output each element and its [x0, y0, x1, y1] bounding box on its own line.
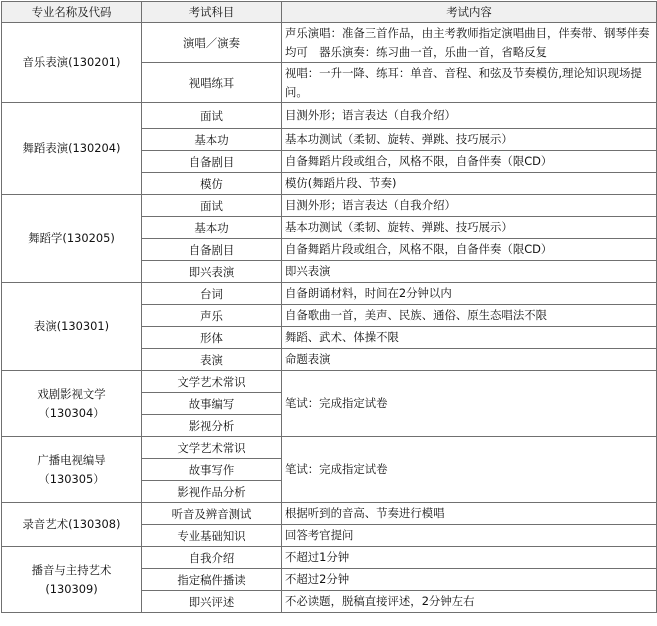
subject-cell: 台词	[142, 283, 282, 305]
content-cell: 自备舞蹈片段或组合，风格不限，自备伴奏（限CD）	[282, 239, 657, 261]
content-cell: 目测外形；语言表达（自我介绍）	[282, 195, 657, 217]
content-cell: 笔试：完成指定试卷	[282, 371, 657, 437]
table-body	[2, 23, 657, 613]
subject-cell: 视唱练耳	[142, 63, 282, 103]
subject-cell: 面试	[142, 195, 282, 217]
major-name-line: 音乐表演(130201)	[22, 55, 121, 69]
subject-cell: 影视分析	[142, 415, 282, 437]
subject-cell: 即兴表演	[142, 261, 282, 283]
major-name-line: 表演(130301)	[33, 319, 110, 333]
major-name-line: （130304）	[38, 405, 105, 420]
subject-cell: 模仿	[142, 173, 282, 195]
table-row	[2, 371, 657, 393]
content-cell: 命题表演	[282, 349, 657, 371]
major-name-line: （130305）	[38, 471, 105, 486]
content-cell: 根据听到的音高、节奏进行模唱	[282, 503, 657, 525]
subject-cell: 故事编写	[142, 393, 282, 415]
subject-cell: 面试	[142, 103, 282, 129]
subject-cell: 自备剧目	[142, 151, 282, 173]
major-name-cell	[2, 437, 142, 503]
header-content: 考试内容	[282, 2, 657, 23]
major-name-cell	[2, 23, 142, 103]
major-name-cell	[2, 503, 142, 547]
content-cell: 不超过1分钟	[282, 547, 657, 569]
content-cell: 基本功测试（柔韧、旋转、弹跳、技巧展示）	[282, 217, 657, 239]
major-name-line: 舞蹈学(130205)	[28, 231, 115, 245]
major-name-cell	[2, 195, 142, 283]
subject-cell: 指定稿件播读	[142, 569, 282, 591]
content-cell: 自备舞蹈片段或组合，风格不限，自备伴奏（限CD）	[282, 151, 657, 173]
content-cell: 即兴表演	[282, 261, 657, 283]
subject-cell: 基本功	[142, 217, 282, 239]
major-name-line: 录音艺术(130308)	[22, 517, 121, 531]
content-cell: 不超过2分钟	[282, 569, 657, 591]
header-major: 专业名称及代码	[2, 2, 142, 23]
subject-cell: 表演	[142, 349, 282, 371]
major-name-cell	[2, 547, 142, 613]
table-row	[2, 503, 657, 525]
subject-cell: 文学艺术常识	[142, 371, 282, 393]
subject-cell: 影视作品分析	[142, 481, 282, 503]
major-name-line: 广播电视编导	[37, 452, 106, 467]
content-cell: 不必读题，脱稿直接评述，2分钟左右	[282, 591, 657, 613]
content-cell: 声乐演唱：准备三首作品，由主考教师指定演唱曲目，伴奏带、钢琴伴奏均可 器乐演奏：练习曲一首，乐曲一首，省略反复	[282, 23, 657, 63]
header-row	[2, 2, 657, 23]
major-name-line: (130309)	[45, 581, 98, 596]
major-name-cell	[2, 283, 142, 371]
subject-cell: 演唱／演奏	[142, 23, 282, 63]
major-name-line: 播音与主持艺术	[31, 562, 112, 577]
major-name-line: 戏剧影视文学	[37, 386, 106, 401]
content-cell: 自备歌曲一首，美声、民族、通俗、原生态唱法不限	[282, 305, 657, 327]
major-name-cell	[2, 103, 142, 195]
subject-cell: 专业基础知识	[142, 525, 282, 547]
subject-cell: 自备剧目	[142, 239, 282, 261]
content-cell: 基本功测试（柔韧、旋转、弹跳、技巧展示）	[282, 129, 657, 151]
subject-cell: 自我介绍	[142, 547, 282, 569]
content-cell: 回答考官提问	[282, 525, 657, 547]
subject-cell: 基本功	[142, 129, 282, 151]
content-cell: 自备朗诵材料，时间在2分钟以内	[282, 283, 657, 305]
header-subject: 考试科目	[142, 2, 282, 23]
table-row	[2, 103, 657, 129]
subject-cell: 故事写作	[142, 459, 282, 481]
table-row	[2, 283, 657, 305]
subject-cell: 听音及辨音测试	[142, 503, 282, 525]
content-cell: 笔试：完成指定试卷	[282, 437, 657, 503]
exam-subjects-table	[1, 1, 657, 613]
major-name-cell	[2, 371, 142, 437]
subject-cell: 形体	[142, 327, 282, 349]
table-row	[2, 547, 657, 569]
major-name-line: 舞蹈表演(130204)	[22, 141, 121, 155]
content-cell: 模仿(舞蹈片段、节奏)	[282, 173, 657, 195]
content-cell: 视唱：一升一降、练耳：单音、音程、和弦及节奏模仿,理论知识现场提问。	[282, 63, 657, 103]
subject-cell: 文学艺术常识	[142, 437, 282, 459]
content-cell: 目测外形；语言表达（自我介绍）	[282, 103, 657, 129]
table-row	[2, 437, 657, 459]
table-row	[2, 23, 657, 63]
subject-cell: 声乐	[142, 305, 282, 327]
subject-cell: 即兴评述	[142, 591, 282, 613]
table-row	[2, 195, 657, 217]
content-cell: 舞蹈、武术、体操不限	[282, 327, 657, 349]
